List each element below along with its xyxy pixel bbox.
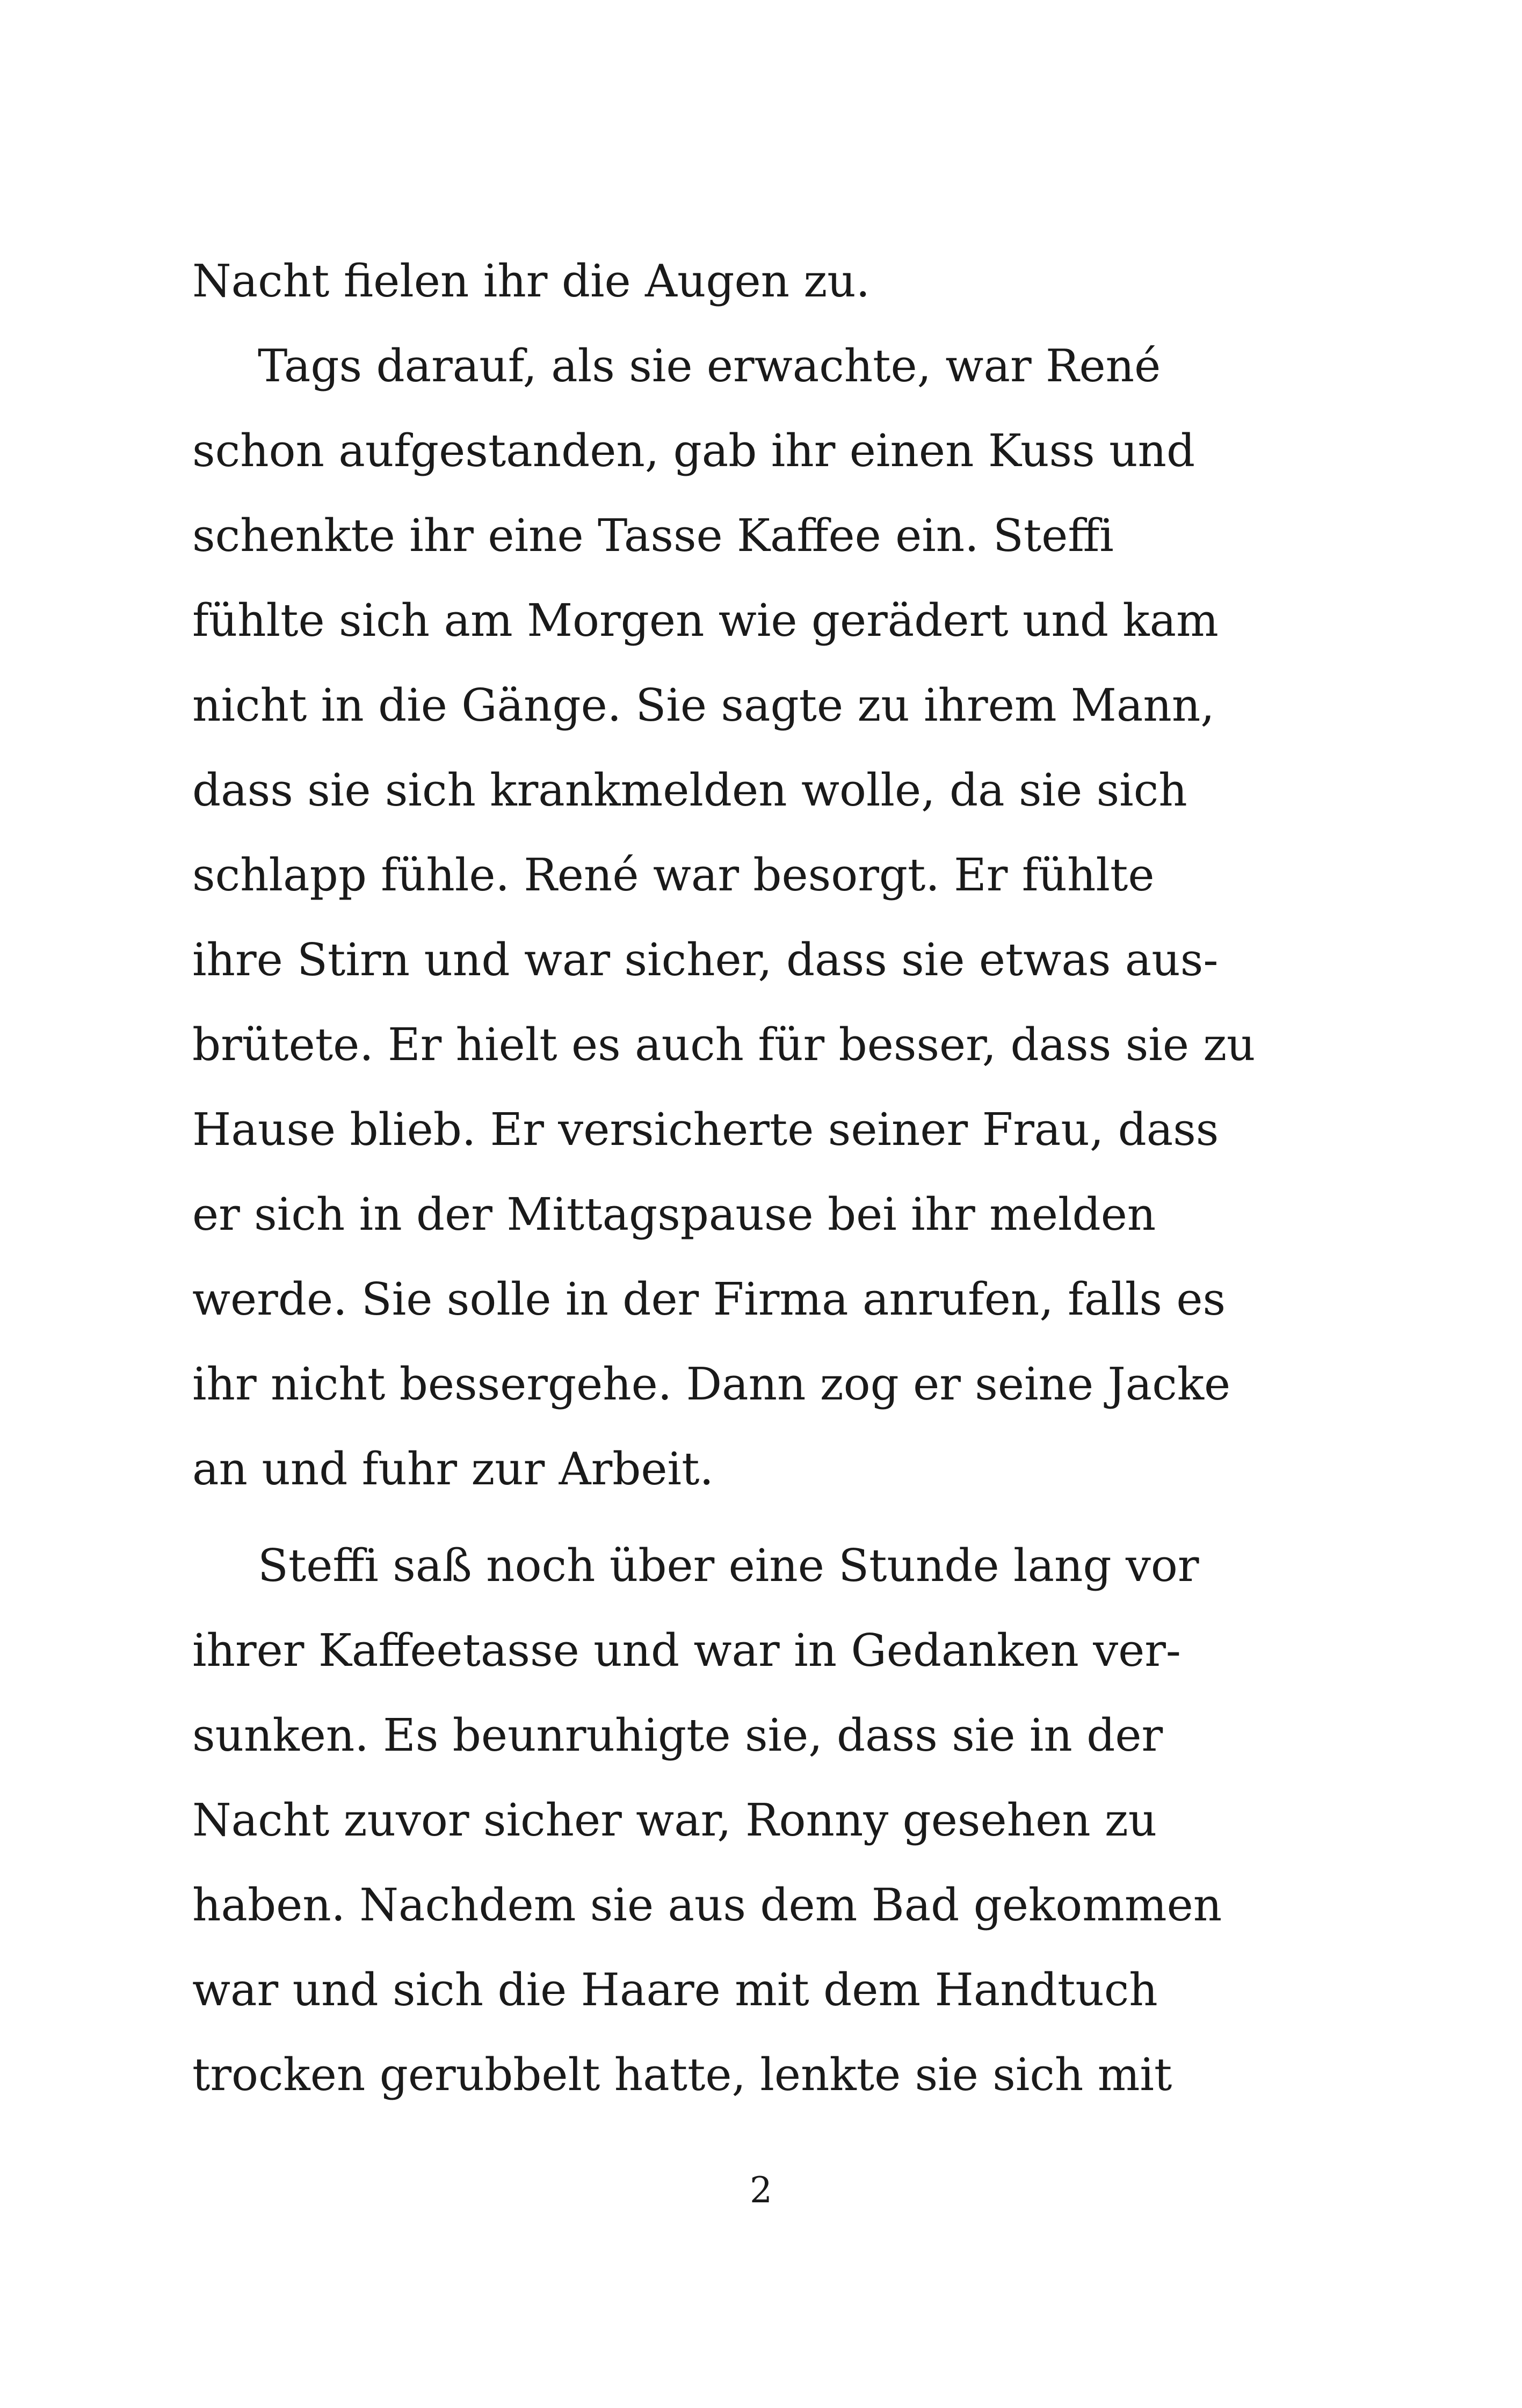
text-line: brütete. Er hielt es auch für besser, dass sie zu (192, 1019, 1256, 1071)
paragraph-first-line: Tags darauf, als sie erwachte, war René (258, 340, 1161, 392)
text-line: an und fuhr zur Arbeit. (192, 1443, 714, 1495)
text-line: schon aufgestanden, gab ihr einen Kuss und (192, 425, 1195, 477)
text-line: ihre Stirn und war sicher, dass sie etwas aus- (192, 934, 1219, 986)
text-line: werde. Sie solle in der Firma anrufen, falls es (192, 1273, 1226, 1325)
text-line: Hause blieb. Er versicherte seiner Frau, dass (192, 1104, 1219, 1156)
text-line: sunken. Es beunruhigte sie, dass sie in der (192, 1709, 1163, 1761)
text-line: schenkte ihr eine Tasse Kaffee ein. Steffi (192, 510, 1114, 562)
text-line: haben. Nachdem sie aus dem Bad gekommen (192, 1879, 1222, 1931)
text-line: ihr nicht bessergehe. Dann zog er seine Jacke (192, 1358, 1231, 1410)
text-line: fühlte sich am Morgen wie gerädert und kam (192, 594, 1219, 647)
text-line: Nacht fielen ihr die Augen zu. (192, 255, 871, 307)
text-line: Nacht zuvor sicher war, Ronny gesehen zu (192, 1794, 1157, 1846)
text-line: er sich in der Mittagspause bei ihr melden (192, 1188, 1156, 1241)
text-line: schlapp fühle. René war besorgt. Er fühlte (192, 849, 1155, 901)
text-line: trocken gerubbelt hatte, lenkte sie sich mit (192, 2049, 1172, 2101)
text-line: war und sich die Haare mit dem Handtuch (192, 1964, 1158, 2016)
paragraph-first-line: Steffi saß noch über eine Stunde lang vor (258, 1540, 1199, 1592)
text-line: nicht in die Gänge. Sie sagte zu ihrem Mann, (192, 679, 1215, 731)
body-text (192, 239, 1266, 2117)
text-line: ihrer Kaffeetasse und war in Gedanken ver- (192, 1624, 1181, 1677)
page-number: 2 (750, 2170, 772, 2211)
text-line: dass sie sich krankmelden wolle, da sie sich (192, 764, 1187, 816)
